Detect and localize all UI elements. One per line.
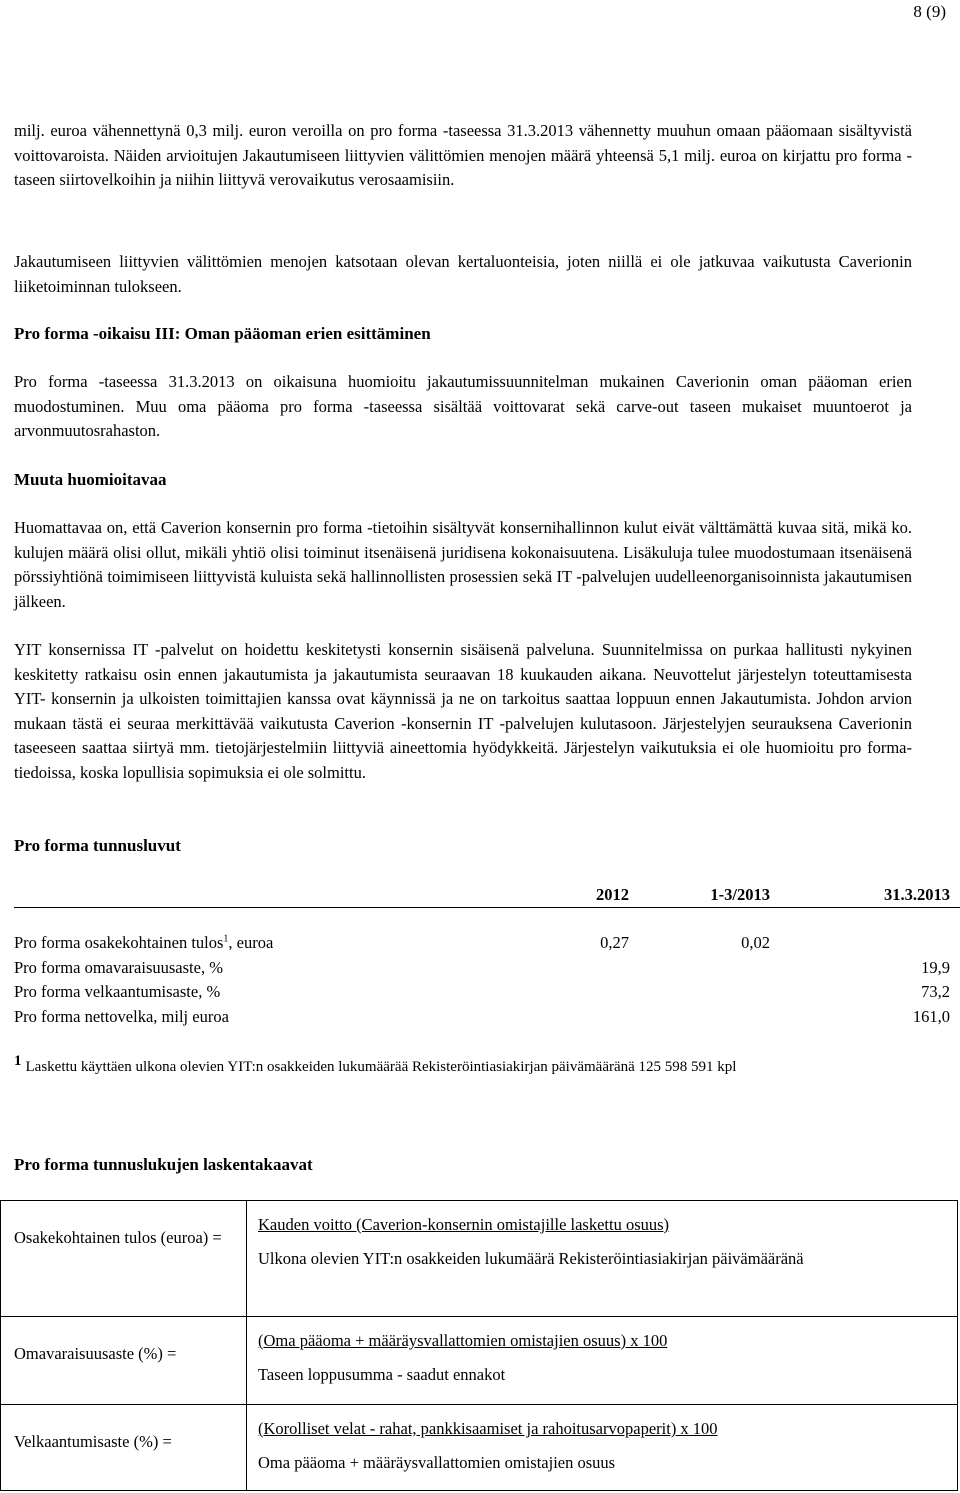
row-label: Pro forma osakekohtainen tulos$^1$, euroa xyxy=(14,933,274,952)
formula-cell xyxy=(247,1201,958,1317)
formulas-table xyxy=(0,1200,958,1491)
column-header-q1-2013: 1-3/2013 xyxy=(710,885,770,904)
footnote-ref: 1 xyxy=(223,933,229,945)
formula-label: Omavaraisuusaste (%) = xyxy=(1,1317,247,1405)
value-31-3-2013: 19,9 xyxy=(921,958,950,977)
table-row xyxy=(14,933,960,957)
formula-row-eps xyxy=(1,1201,958,1317)
column-header-2012: 2012 xyxy=(596,885,629,904)
formula-denominator: Oma pääoma + määräysvallattomien omistajien osuus xyxy=(258,1453,616,1472)
row-label: Pro forma nettovelka, milj euroa xyxy=(14,1007,229,1026)
paragraph-it-services: YIT konsernissa IT -palvelut on hoidettu keskitetysti konsernin sisäisenä palveluna. Suunnitelmissa on purkaa hallitusti nykyinen keskitetty ratkaisu osin ennen jakautumista ja jakautumista seuraavan 18 kuukauden aikana. Neuvottelut järjestelyn toteuttamisesta YIT- konsernin ja ulkoisten toimittajien kanssa ovat käynnissä ja ne on tarkoitus saattaa loppuun ennen Jakautumista. Johdon arvion mukaan tästä ei seuraa merkittävää vaikutusta Caverion -konsernin IT -palvelujen kulutasoon. Järjestelyjen seurauksena Caverionin taseeseen saattaa siirtyä mm. tietojärjestelmiin liittyviä aineettomia hyödykkeitä. Järjestelyn vaikutuksia ei ole huomioitu pro forma- tiedoissa, koska lopullisia sopimuksia ei ole solmittu. xyxy=(14,640,912,782)
table-row xyxy=(14,982,960,1006)
paragraph-equity-items: Pro forma -taseessa 31.3.2013 on oikaisuna huomioitu jakautumissuunnitelman mukainen Caverionin oman pääoman erien muodostuminen. Muu oma pääoma pro forma -taseessa sisältää voittovarat sekä carve-out taseen mukaiset muuntoerot ja arvonmuutosrahaston. xyxy=(14,372,912,440)
footnote xyxy=(14,1053,736,1076)
footnote-mark: 1 xyxy=(14,1053,22,1069)
formula-denominator: Taseen loppusumma - saadut ennakot xyxy=(258,1365,506,1384)
formula-numerator: (Korolliset velat - rahat, pankkisaamiset ja rahoitusarvopaperit) x 100 xyxy=(258,1419,718,1438)
footnote-text: Laskettu käyttäen ulkona olevien YIT:n osakkeiden lukumäärää Rekisteröintiasiakirjan päivämääränä 125 598 591 kpl xyxy=(25,1059,737,1075)
formula-denominator: Ulkona olevien YIT:n osakkeiden lukumäärä Rekisteröintiasiakirjan päivämääränä xyxy=(258,1249,804,1268)
formula-numerator: Kauden voitto (Caverion-konsernin omistajille laskettu osuus) xyxy=(258,1215,670,1234)
paragraph-one-time-costs: Jakautumiseen liittyvien välittömien menojen katsotaan olevan kertaluonteisia, joten niillä ei ole jatkuvaa vaikutusta Caverionin liiketoiminnan tulokseen. xyxy=(14,252,912,296)
formula-row-equity-ratio xyxy=(1,1317,958,1405)
table-row xyxy=(14,1007,960,1031)
formula-cell xyxy=(247,1317,958,1405)
heading-key-figures: Pro forma tunnusluvut xyxy=(14,836,181,855)
value-q1-2013: 0,02 xyxy=(741,933,770,952)
key-figures-header xyxy=(14,883,960,908)
table-row xyxy=(14,958,960,982)
paragraph-group-admin-costs: Huomattavaa on, että Caverion konsernin pro forma -tietoihin sisältyvät konsernihallinnon kulut eivät välttämättä kuvaa sitä, mikä ko. kulujen määrä olisi ollut, mikäli yhtiö olisi toiminut itsenäisenä juridisena kokonaisuutena. Lisäkuluja tulee muodostumaan itsenäisenä pörssiyhtiönä toimimiseen liittyvistä kuluista sekä hallinnollisten prosessien sekä IT -palvelujen uudelleenorganisoinnista jakautumisen jälkeen. xyxy=(14,518,912,611)
formula-row-gearing xyxy=(1,1405,958,1491)
formula-numerator: (Oma pääoma + määräysvallattomien omistajien osuus) x 100 xyxy=(258,1331,668,1350)
row-label: Pro forma omavaraisuusaste, % xyxy=(14,958,223,977)
heading-other-notes: Muuta huomioitavaa xyxy=(14,470,167,489)
paragraph-tax-adjustment: milj. euroa vähennettynä 0,3 milj. euron veroilla on pro forma -taseessa 31.3.2013 vähennetty muuhun omaan pääomaan sisältyvistä voittovaroista. Näiden arvioitujen Jakautumiseen liittyvien välittömien menojen määrä yhteensä 5,1 milj. euroa on kirjattu pro forma -taseen siirtovelkoihin ja niihin liittyvä verovaikutus verosaamisiin. xyxy=(14,121,912,189)
value-31-3-2013: 73,2 xyxy=(921,982,950,1001)
formula-cell xyxy=(247,1405,958,1491)
heading-formulas: Pro forma tunnuslukujen laskentakaavat xyxy=(14,1155,313,1174)
row-label: Pro forma velkaantumisaste, % xyxy=(14,982,221,1001)
column-header-31-3-2013: 31.3.2013 xyxy=(884,885,950,904)
value-31-3-2013: 161,0 xyxy=(912,1007,950,1026)
value-2012: 0,27 xyxy=(600,933,629,952)
heading-adjustment-iii: Pro forma -oikaisu III: Oman pääoman erien esittäminen xyxy=(14,324,431,343)
formula-label: Osakekohtainen tulos (euroa) = xyxy=(1,1201,247,1317)
formula-label: Velkaantumisaste (%) = xyxy=(1,1405,247,1491)
page-number: 8 (9) xyxy=(913,2,946,21)
